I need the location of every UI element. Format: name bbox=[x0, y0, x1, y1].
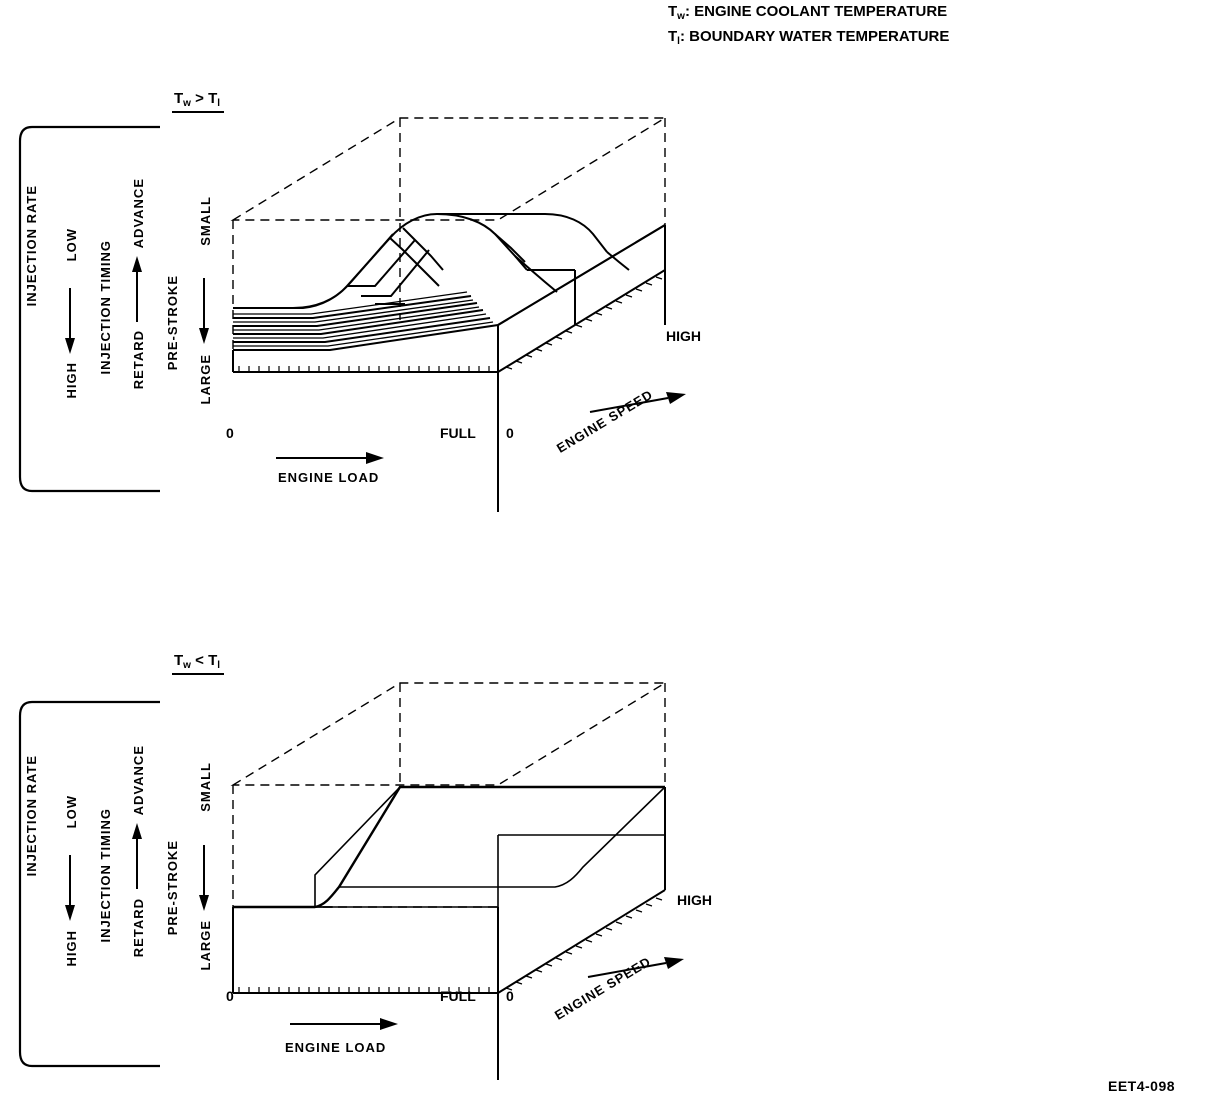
lower-arrow-timing bbox=[129, 823, 145, 889]
lower-origin-left: 0 bbox=[226, 988, 234, 1004]
legend-symbol-tw-subscript: w bbox=[677, 11, 685, 22]
legend-symbol-tw: T bbox=[668, 3, 678, 20]
upper-label-retard: RETARD bbox=[131, 330, 146, 390]
lower-cond-tw-sub: w bbox=[183, 660, 191, 671]
lower-origin-right: 0 bbox=[506, 988, 514, 1004]
lower-label-low: LOW bbox=[64, 795, 79, 829]
lower-full-label: FULL bbox=[440, 988, 476, 1004]
lower-arrow-rate bbox=[62, 855, 78, 921]
legend-symbol-tl: T bbox=[668, 28, 678, 45]
upper-high-label: HIGH bbox=[666, 328, 701, 344]
upper-label-engine-load: ENGINE LOAD bbox=[278, 470, 380, 485]
upper-arrow-engine-load bbox=[276, 450, 386, 466]
lower-label-advance: ADVANCE bbox=[131, 745, 146, 816]
lower-label-large: LARGE bbox=[198, 920, 213, 971]
lower-vertical-divider bbox=[495, 935, 501, 1080]
upper-label-engine-speed: ENGINE SPEED bbox=[554, 386, 656, 456]
upper-label-low: LOW bbox=[64, 228, 79, 262]
legend-symbol-tl-subscript: l bbox=[677, 36, 680, 47]
lower-arrow-prestroke bbox=[196, 845, 212, 911]
legend-text-boundary: : BOUNDARY WATER TEMPERATURE bbox=[679, 28, 950, 45]
legend-line-boundary bbox=[668, 27, 949, 52]
lower-cond-operator: < bbox=[190, 652, 209, 669]
upper-origin-right: 0 bbox=[506, 425, 514, 441]
upper-arrow-timing bbox=[129, 256, 145, 322]
figure-code: EET4-098 bbox=[1108, 1078, 1176, 1094]
upper-vertical-divider bbox=[495, 372, 501, 512]
upper-label-pre-stroke: PRE-STROKE bbox=[165, 275, 180, 371]
lower-label-pre-stroke: PRE-STROKE bbox=[165, 840, 180, 936]
lower-label-small: SMALL bbox=[198, 762, 213, 812]
legend-text-coolant: : ENGINE COOLANT TEMPERATURE bbox=[684, 3, 948, 20]
upper-label-high: HIGH bbox=[64, 362, 79, 399]
lower-arrow-engine-load bbox=[290, 1016, 400, 1032]
upper-arrow-rate bbox=[62, 288, 78, 354]
upper-cond-tl-sub: l bbox=[217, 98, 221, 109]
lower-high-label: HIGH bbox=[677, 892, 712, 908]
upper-label-small: SMALL bbox=[198, 196, 213, 246]
lower-label-retard: RETARD bbox=[131, 898, 146, 958]
lower-cond-tw: T bbox=[174, 652, 184, 669]
upper-label-injection-timing: INJECTION TIMING bbox=[98, 240, 113, 375]
lower-label-high: HIGH bbox=[64, 930, 79, 967]
upper-cond-tw: T bbox=[174, 90, 184, 107]
upper-bracket bbox=[10, 125, 170, 495]
lower-label-engine-load: ENGINE LOAD bbox=[285, 1040, 387, 1055]
upper-label-large: LARGE bbox=[198, 354, 213, 405]
upper-label-injection-rate: INJECTION RATE bbox=[24, 185, 39, 307]
upper-full-label: FULL bbox=[440, 425, 476, 441]
lower-cond-tl: T bbox=[208, 652, 218, 669]
lower-label-injection-timing: INJECTION TIMING bbox=[98, 808, 113, 943]
upper-label-advance: ADVANCE bbox=[131, 178, 146, 249]
lower-condition-label bbox=[172, 652, 224, 675]
upper-origin-left: 0 bbox=[226, 425, 234, 441]
lower-label-engine-speed: ENGINE SPEED bbox=[552, 953, 654, 1023]
legend-line-coolant bbox=[668, 2, 949, 27]
lower-label-injection-rate: INJECTION RATE bbox=[24, 755, 39, 877]
upper-cond-tl: T bbox=[208, 90, 218, 107]
upper-cond-tw-sub: w bbox=[183, 98, 191, 109]
upper-cond-operator: > bbox=[190, 90, 209, 107]
upper-arrow-prestroke bbox=[196, 278, 212, 344]
lower-cond-tl-sub: l bbox=[217, 660, 221, 671]
legend-block bbox=[668, 2, 949, 52]
